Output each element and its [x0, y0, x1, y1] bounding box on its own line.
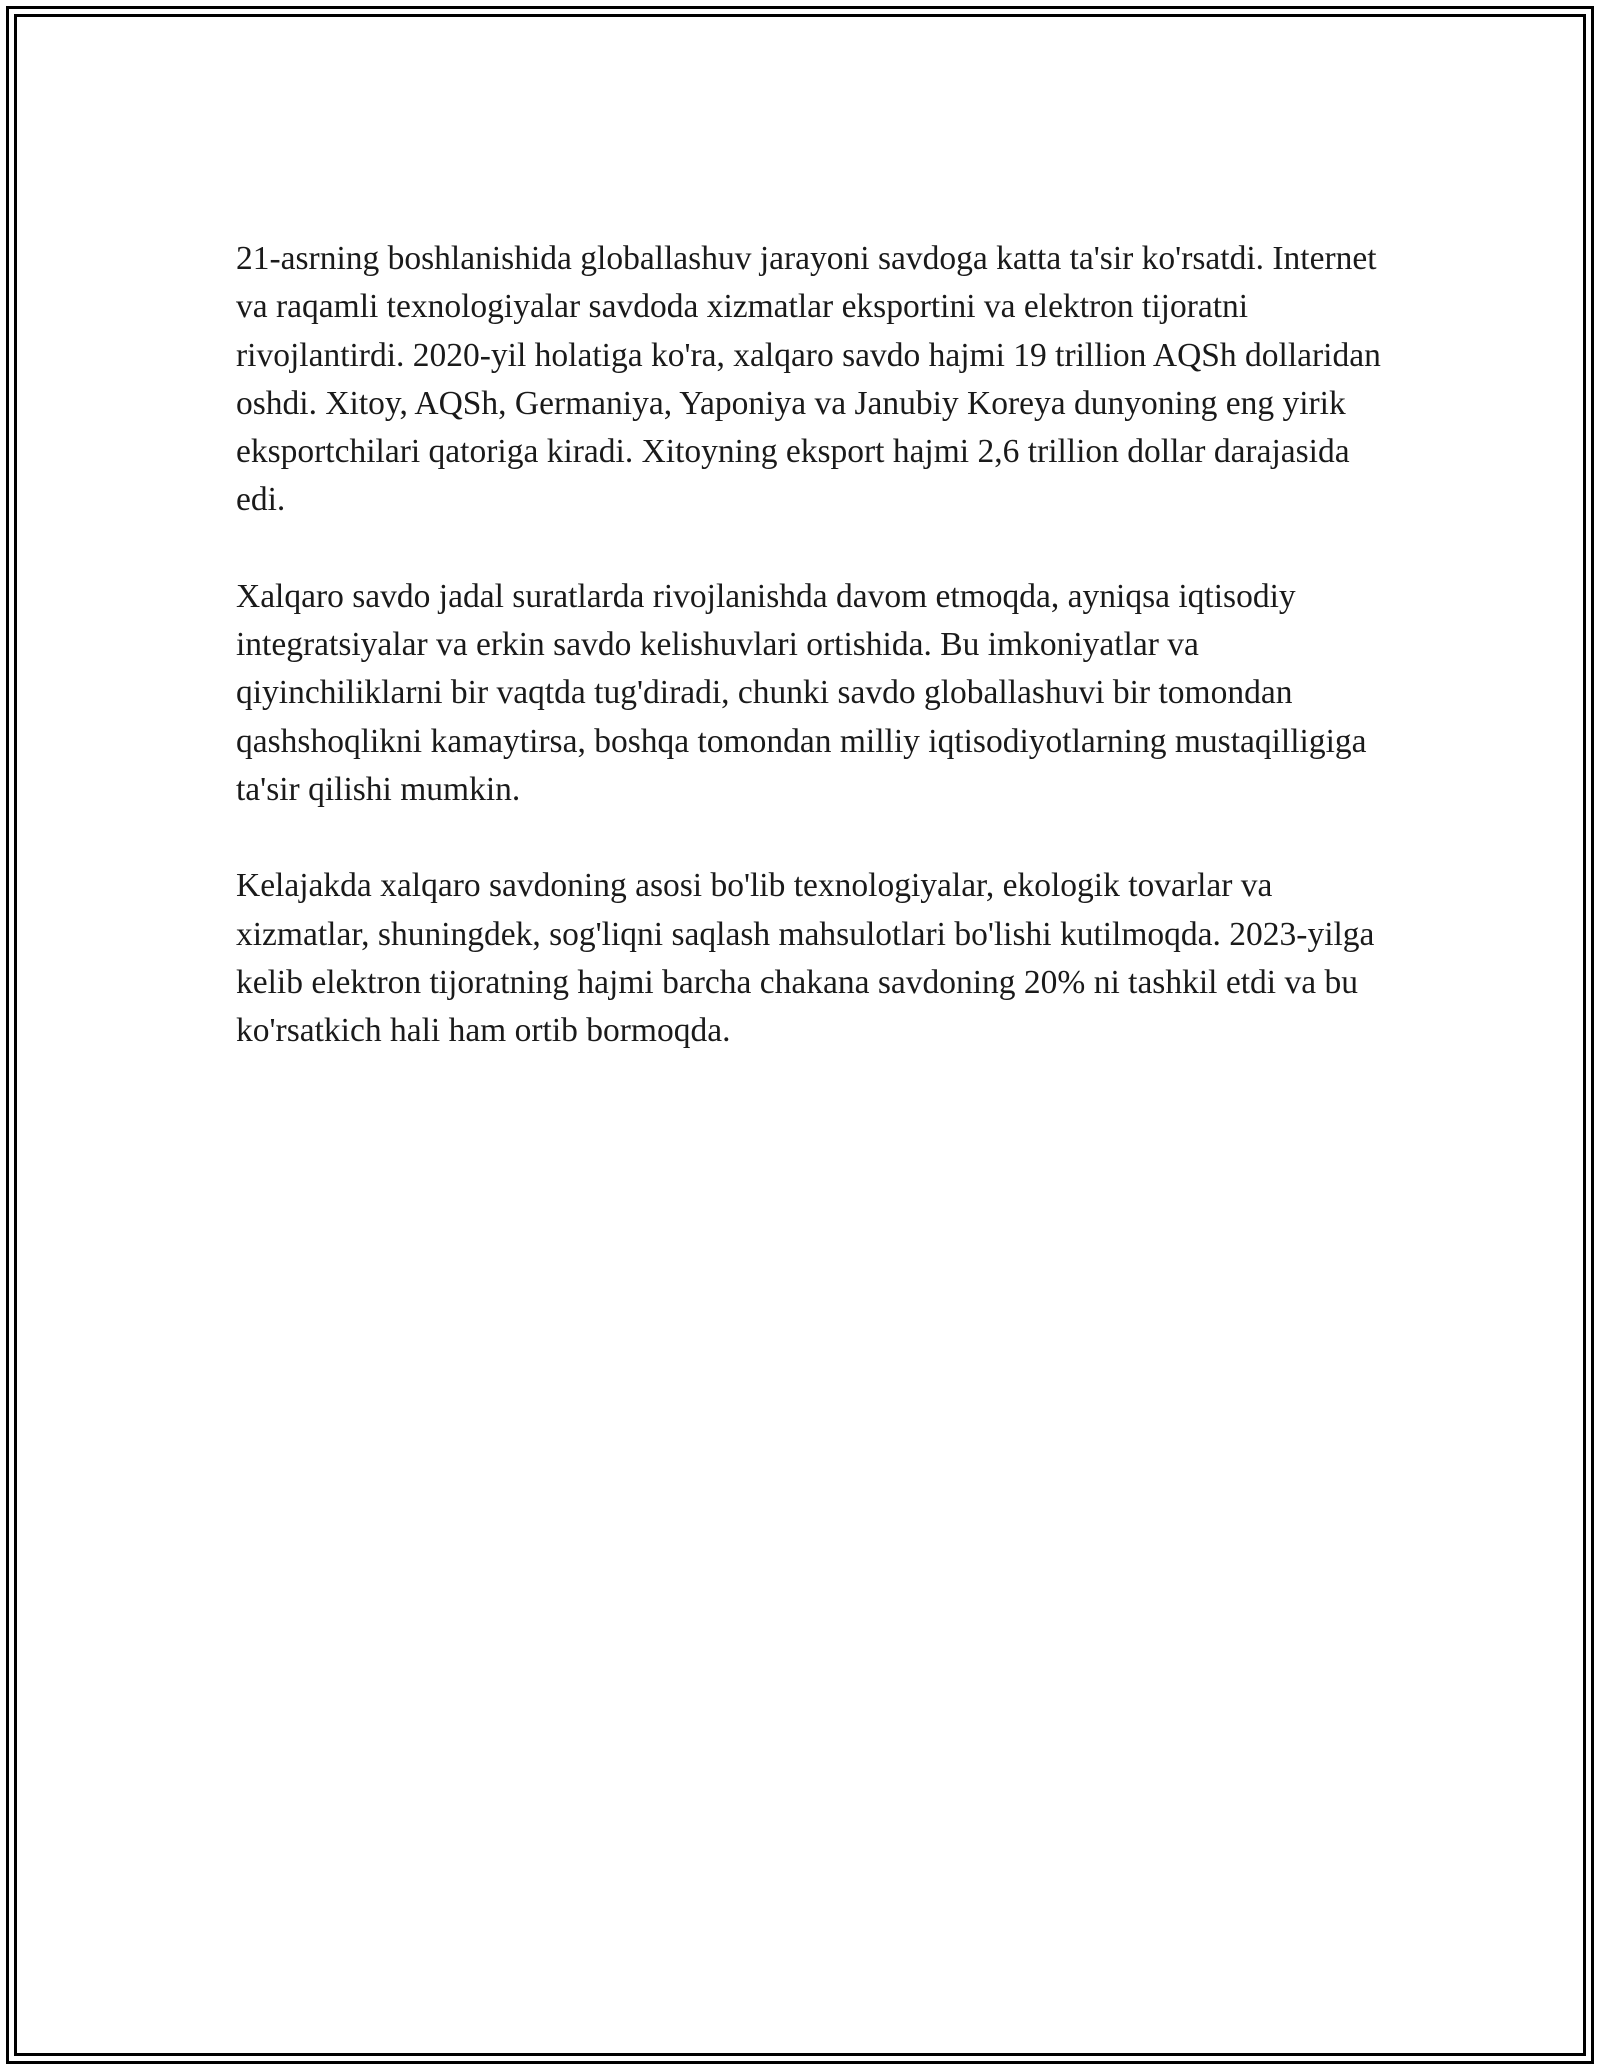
paragraph-1: 21-asrning boshlanishida globallashuv jarayoni savdoga katta ta'sir ko'rsatdi. Internet va raqamli texnologiyalar savdoda xizmatlar eksportini va elektron tijoratni rivojlantirdi. 2020-yil holatiga ko'ra, xalqaro savdo hajmi 19 trillion AQSh dollaridan oshdi. Xitoy, AQSh, Germaniya, Yaponiya va Janubiy Koreya dunyoning eng yirik eksportchilari qatoriga kiradi. Xitoyning eksport hajmi 2,6 trillion dollar darajasida edi. — [236, 240, 1381, 519]
paragraph-2: Xalqaro savdo jadal suratlarda rivojlanishda davom etmoqda, ayniqsa iqtisodiy integratsiyalar va erkin savdo kelishuvlari ortishida. Bu imkoniyatlar va qiyinchiliklarni bir vaqtda tug'diradi, chunki savdo globallashuvi bir tomondan qashshoqlikni kamaytirsa, boshqa tomondan milliy iqtisodiyotlarning mustaqilligiga ta'sir qilishi mumkin. — [236, 577, 1367, 808]
paragraph-3: Kelajakda xalqaro savdoning asosi bo'lib texnologiyalar, ekologik tovarlar va xizmatlar, shuningdek, sog'liqni saqlash mahsulotlari bo'lishi kutilmoqda. 2023-yilga kelib elektron tijoratning hajmi barcha chakana savdoning 20% ni tashkil etdi va bu ko'rsatkich hali ham ortib bormoqda. — [236, 867, 1375, 1050]
document-body — [236, 235, 1396, 1103]
